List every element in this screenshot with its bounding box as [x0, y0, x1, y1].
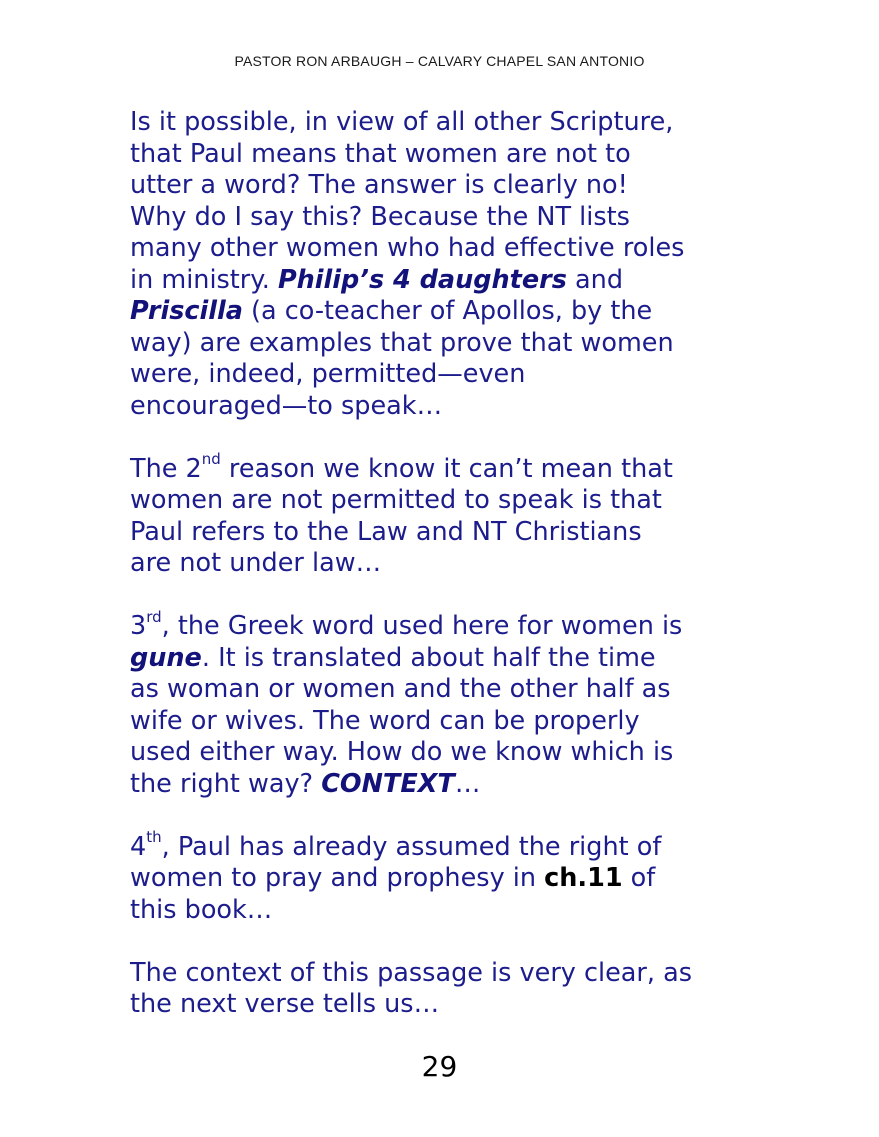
emphasis-philips-daughters: Philip’s 4 daughters — [277, 264, 567, 295]
text-run: the right way? — [130, 768, 322, 799]
text-line — [130, 265, 750, 297]
text-line: Why do I say this? Because the NT lists — [130, 201, 630, 232]
paragraph-4 — [130, 828, 750, 927]
emphasis-context: CONTEXT — [321, 768, 455, 799]
emphasis-gune: gune — [130, 642, 202, 673]
ordinal-suffix: nd — [201, 450, 221, 468]
text-line: used either way. How do we know which is — [130, 737, 674, 767]
text-line: many other women who had effective roles — [130, 233, 685, 263]
chapter-reference: ch.11 — [544, 863, 623, 893]
text-line: Paul refers to the Law and NT Christians — [130, 516, 642, 547]
text-line — [130, 450, 750, 486]
text-line: encouraged—to speak… — [130, 390, 443, 421]
text-line — [130, 769, 750, 801]
text-line: way) are examples that prove that women — [130, 327, 674, 358]
text-run: (a co-teacher of Apollos, by the — [242, 296, 653, 326]
text-run: 4 — [130, 831, 147, 862]
text-run: , Paul has already assumed the right of — [161, 831, 662, 862]
paragraph-5 — [130, 958, 750, 1021]
text-line: this book… — [130, 894, 273, 925]
text-run: 3 — [130, 611, 147, 641]
text-line — [130, 296, 750, 328]
text-run: in ministry. — [130, 264, 278, 295]
text-run: women to pray and prophesy in — [130, 863, 545, 893]
page-number: 29 — [421, 1050, 458, 1083]
ordinal-suffix: rd — [146, 607, 162, 626]
emphasis-priscilla: Priscilla — [130, 296, 243, 326]
text-run: , the Greek word used here for women is — [161, 611, 683, 641]
paragraph-2 — [130, 450, 750, 580]
text-line: the next verse tells us… — [130, 989, 440, 1019]
text-run: . It is translated about half the time — [201, 642, 656, 673]
text-line: Is it possible, in view of all other Scripture, — [130, 107, 674, 137]
text-line — [130, 863, 750, 895]
paragraph-3 — [130, 607, 750, 800]
text-line — [130, 643, 750, 675]
text-line — [130, 828, 750, 864]
text-line: women are not permitted to speak is that — [130, 485, 662, 515]
text-line: The context of this passage is very clear, as — [130, 957, 693, 988]
text-run: of — [622, 863, 656, 893]
text-line: utter a word? The answer is clearly no! — [130, 170, 628, 200]
text-run: and — [566, 264, 624, 295]
text-line: as woman or women and the other half as — [130, 674, 671, 704]
text-line — [130, 607, 750, 643]
body-text — [130, 107, 750, 1052]
paragraph-1 — [130, 107, 750, 422]
ordinal-suffix: th — [146, 828, 162, 846]
text-run: … — [454, 768, 481, 799]
text-line: wife or wives. The word can be properly — [130, 705, 640, 736]
page-header: PASTOR RON ARBAUGH – CALVARY CHAPEL SAN ANTONIO — [234, 53, 645, 69]
text-line: were, indeed, permitted—even — [130, 359, 526, 389]
text-run: The 2 — [130, 453, 202, 484]
text-run: reason we know it can’t mean that — [220, 453, 673, 484]
text-line: are not under law… — [130, 548, 382, 578]
text-line: that Paul means that women are not to — [130, 138, 631, 169]
